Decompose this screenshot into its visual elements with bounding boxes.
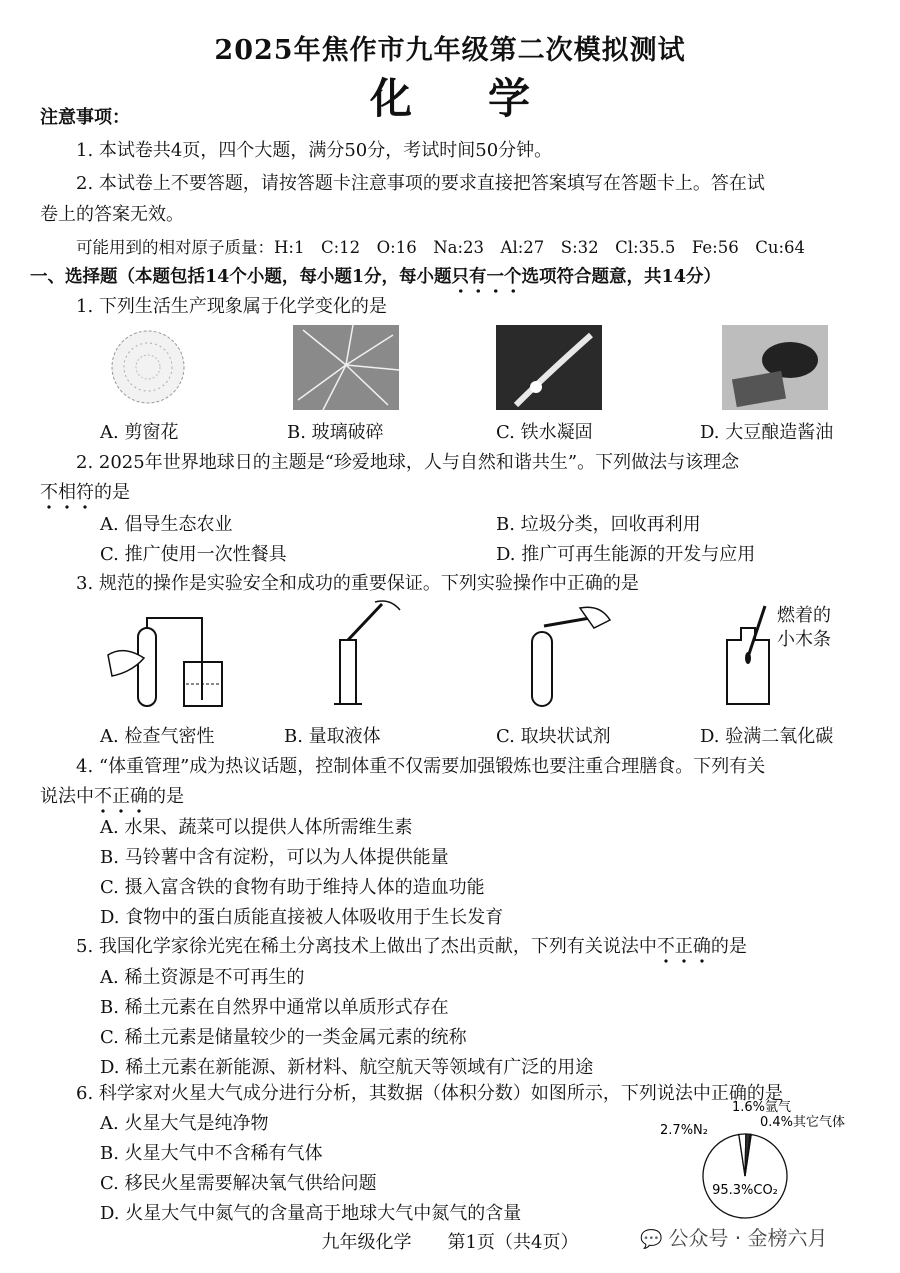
test-tube-apparatus [520,600,620,710]
pie-slice-label: 2.7%N₂ [660,1123,708,1138]
pie-slice-label: 95.3%CO₂ [712,1183,778,1198]
q2-option: C. 推广使用一次性餐具 [100,544,287,565]
q6-option: B. 火星大气中不含稀有气体 [100,1143,323,1164]
notice-item: 2. 本试卷上不要答题，请按答题卡注意事项的要求直接把答案填写在答题卡上。答在试 [76,173,765,194]
q6-option: D. 火星大气中氮气的含量高于地球大气中氮气的含量 [100,1203,522,1224]
q5-option: B. 稀土元素在自然界中通常以单质形式存在 [100,997,449,1018]
q3-option: D. 验满二氧化碳 [700,726,834,747]
q4-stem: 说法中不正确的是 [40,786,184,807]
q4-stem: 4. “体重管理”成为热议话题，控制体重不仅需要加强锻炼也要注重合理膳食。下列有关 [76,756,766,777]
atomic-masses: 可能用到的相对原子质量：H:1 C:12 O:16 Na:23 Al:27 S:32 Cl:35.5 Fe:56 Cu:64 [76,238,806,257]
q3-option: B. 量取液体 [284,726,381,747]
q3-stem: 3. 规范的操作是实验安全和成功的重要保证。下列实验操作中正确的是 [76,573,639,594]
burning-stick-label: 燃着的 小木条 [777,605,831,650]
subject-char: 化 [369,74,412,123]
q2-option: A. 倡导生态农业 [100,514,233,535]
q2-stem: 不相符的是 [40,482,130,503]
molten-iron-image [496,325,602,410]
q1-option: A. 剪窗花 [100,422,179,443]
q1-option: D. 大豆酿造酱油 [700,422,834,443]
q2-stem: 2. 2025年世界地球日的主题是“珍爱地球，人与自然和谐共生”。下列做法与该理念 [76,452,740,473]
q4-option: C. 摄入富含铁的食物有助于维持人体的造血功能 [100,877,485,898]
q6-stem: 6. 科学家对火星大气成分进行分析，其数据（体积分数）如图所示，下列说法中正确的是 [76,1083,783,1104]
gas-bottle-apparatus [715,600,775,710]
mars-atmosphere-pie-chart [660,1098,870,1223]
q5-option: A. 稀土资源是不可再生的 [100,967,305,988]
q6-option: C. 移民火星需要解决氧气供给问题 [100,1173,377,1194]
q2-option: B. 垃圾分类，回收再利用 [496,514,701,535]
q4-option: A. 水果、蔬菜可以提供人体所需维生素 [100,817,413,838]
subject-title [0,66,900,126]
exam-title: 2025年焦作市九年级第二次模拟测试 [214,35,686,66]
section-heading: 一、选择题（本题包括14个小题，每小题1分，每小题只有一个选项符合题意，共14分） [30,267,721,287]
graduated-cylinder-apparatus [320,600,410,710]
notice-item: 1. 本试卷共4页，四个大题，满分50分，考试时间50分钟。 [76,140,553,161]
notice-item: 卷上的答案无效。 [40,204,184,225]
q1-option: C. 铁水凝固 [496,422,593,443]
q5-option: C. 稀土元素是储量较少的一类金属元素的统称 [100,1027,467,1048]
soy-sauce-image [722,325,828,410]
q3-option: C. 取块状试剂 [496,726,611,747]
gas-tightness-apparatus [104,610,229,710]
q4-option: B. 马铃薯中含有淀粉，可以为人体提供能量 [100,847,449,868]
q1-stem: 1. 下列生活生产现象属于化学变化的是 [76,296,387,317]
notice-heading: 注意事项： [40,107,130,128]
paper-cutting-image [108,325,188,410]
q5-option: D. 稀土元素在新能源、新材料、航空航天等领域有广泛的用途 [100,1057,594,1078]
page-footer: 九年级化学 第1页（共4页） [321,1232,579,1253]
watermark: 💬 公众号 · 金榜六月 [640,1226,828,1250]
q2-option: D. 推广可再生能源的开发与应用 [496,544,756,565]
pie-slice-label: 0.4%其它气体 [760,1115,846,1130]
q4-option: D. 食物中的蛋白质能直接被人体吸收用于生长发育 [100,907,504,928]
chat-bubble-icon: 💬 [640,1229,663,1250]
broken-glass-image [293,325,399,410]
pie-slice-label: 1.6%氩气 [732,1100,792,1115]
q3-option: A. 检查气密性 [100,726,215,747]
q1-option: B. 玻璃破碎 [287,422,384,443]
q6-option: A. 火星大气是纯净物 [100,1113,269,1134]
subject-char: 学 [488,74,531,123]
q5-stem: 5. 我国化学家徐光宪在稀土分离技术上做出了杰出贡献，下列有关说法中不正确的是 [76,936,747,957]
